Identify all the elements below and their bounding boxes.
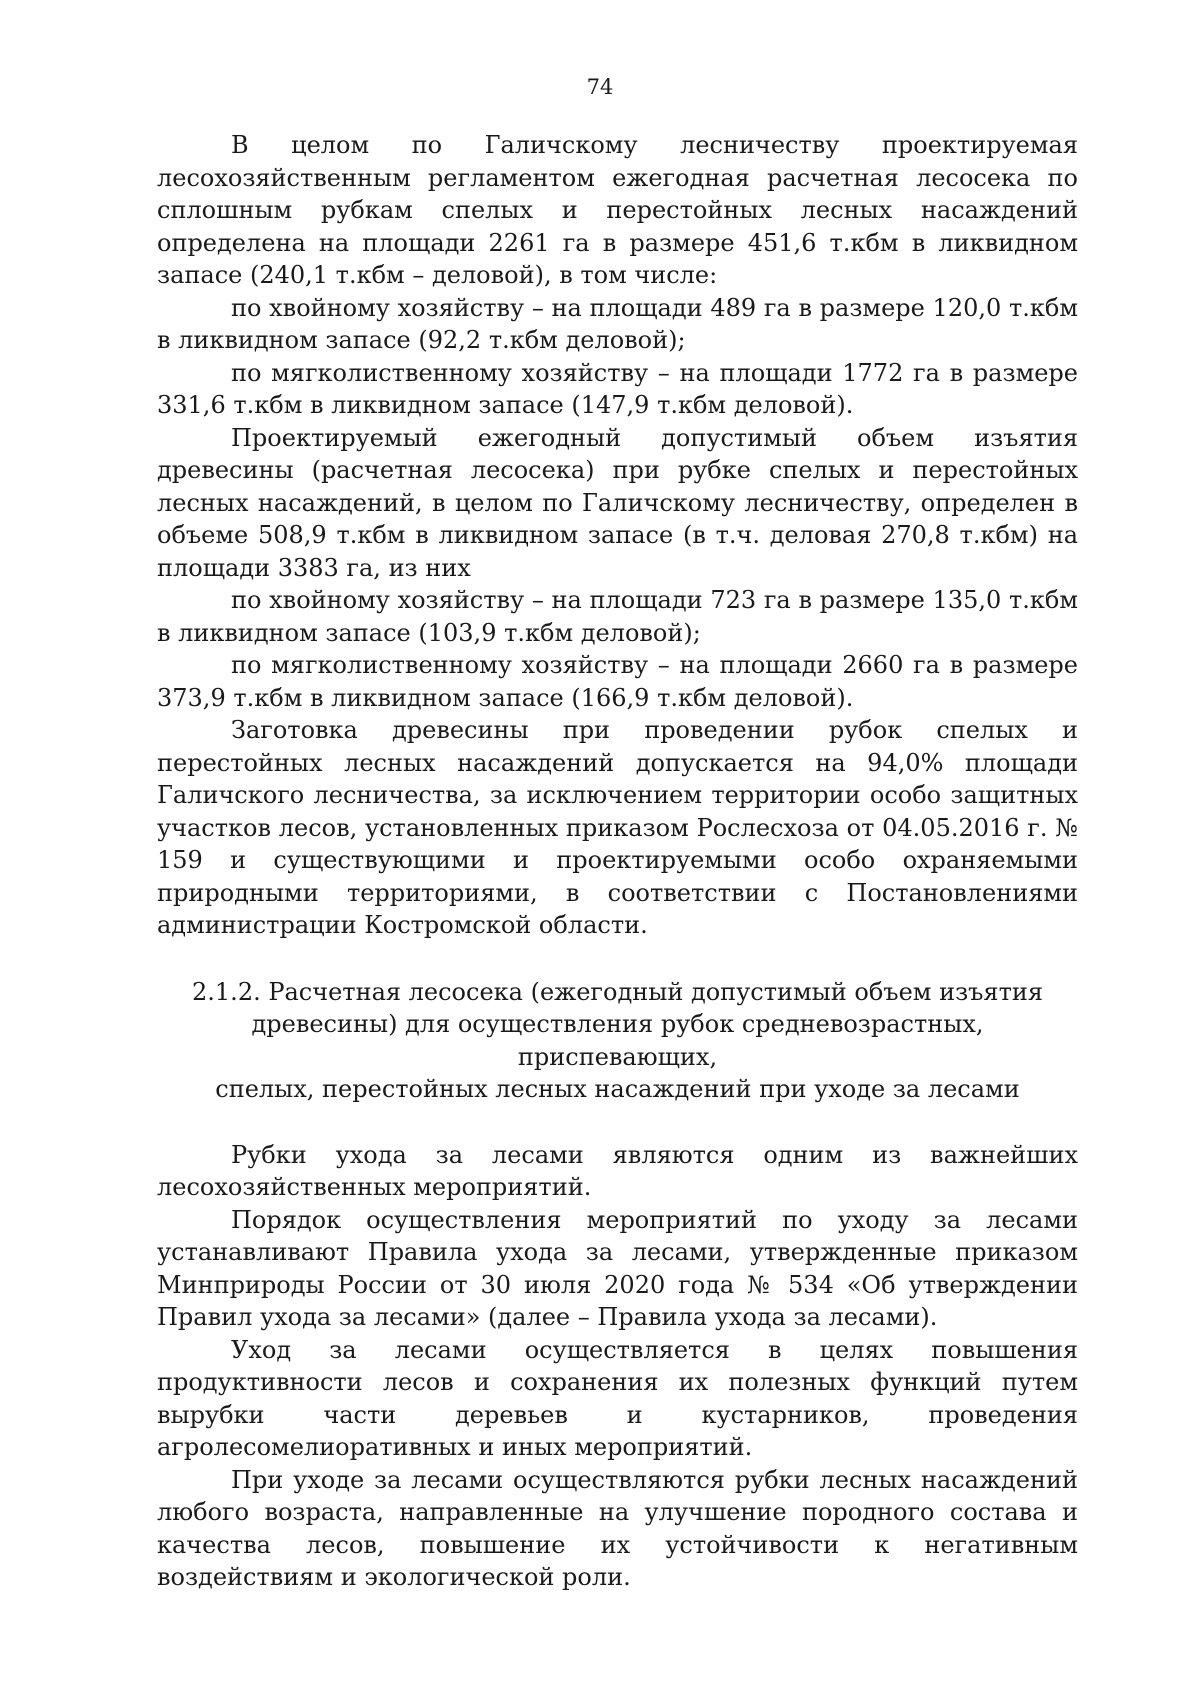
document-body <box>157 129 1078 1594</box>
paragraph: по мягколиственному хозяйству – на площади 1772 га в размере 331,6 т.кбм в ликвидном запасе (147,9 т.кбм деловой). <box>157 358 1078 419</box>
section-heading-line: древесины) для осуществления рубок средневозрастных, приспевающих, <box>251 1010 984 1071</box>
paragraph: по хвойному хозяйству – на площади 723 га в размере 135,0 т.кбм в ликвидном запасе (103,9 т.кбм деловой); <box>157 586 1078 647</box>
paragraph: Проектируемый ежегодный допустимый объем изъятия древесины (расчетная лесосека) при рубке спелых и перестойных лесных насаждений, в целом по Галичскому лесничеству, определен в объеме 508,9 т.кбм в ликвидном запасе (в т.ч. деловая 270,8 т.кбм) на площади 3383 га, из них <box>157 423 1078 582</box>
paragraph: В целом по Галичскому лесничеству проектируемая лесохозяйственным регламентом ежегодная расчетная лесосека по сплошным рубкам спелых и перестойных лесных насаждений определена на площади 2261 га в размере 451,6 т.кбм в ликвидном запасе (240,1 т.кбм – деловой), в том числе: <box>157 131 1078 289</box>
section-heading-line: 2.1.2. Расчетная лесосека (ежегодный допустимый объем изъятия <box>192 977 1043 1006</box>
paragraph: Уход за лесами осуществляется в целях повышения продуктивности лесов и сохранения их полезных функций путем вырубки части деревьев и кустарников, проведения агролесомелиоративных и иных мероприятий. <box>157 1335 1078 1461</box>
paragraph: по мягколиственному хозяйству – на площади 2660 га в размере 373,9 т.кбм в ликвидном запасе (166,9 т.кбм деловой). <box>157 651 1078 712</box>
section-heading <box>157 976 1078 1106</box>
paragraph: При уходе за лесами осуществляются рубки лесных насаждений любого возраста, направленные на улучшение породного состава и качества лесов, повышение их устойчивости к негативным воздействиям и экологической роли. <box>157 1465 1078 1591</box>
paragraph: по хвойному хозяйству – на площади 489 га в размере 120,0 т.кбм в ликвидном запасе (92,2 т.кбм деловой); <box>157 293 1078 354</box>
page-number: 74 <box>586 75 614 99</box>
paragraph: Заготовка древесины при проведении рубок спелых и перестойных лесных насаждений допускается на 94,0% площади Галичского лесничества, за исключением территории особо защитных участков лесов, установленных приказом Рослесхоза от 04.05.2016 г. № 159 и существующими и проектируемыми особо охраняемыми природными территориями, в соответствии с Постановлениями администрации Костромской области. <box>157 716 1078 939</box>
paragraph: Порядок осуществления мероприятий по уходу за лесами устанавливают Правила ухода за лесами, утвержденные приказом Минприроды России от 30 июля 2020 года № 534 «Об утверждении Правил ухода за лесами» (далее – Правила ухода за лесами). <box>157 1205 1078 1331</box>
section-heading-line: спелых, перестойных лесных насаждений при уходе за лесами <box>215 1075 1020 1103</box>
paragraph: Рубки ухода за лесами являются одним из важнейших лесохозяйственных мероприятий. <box>157 1140 1078 1201</box>
